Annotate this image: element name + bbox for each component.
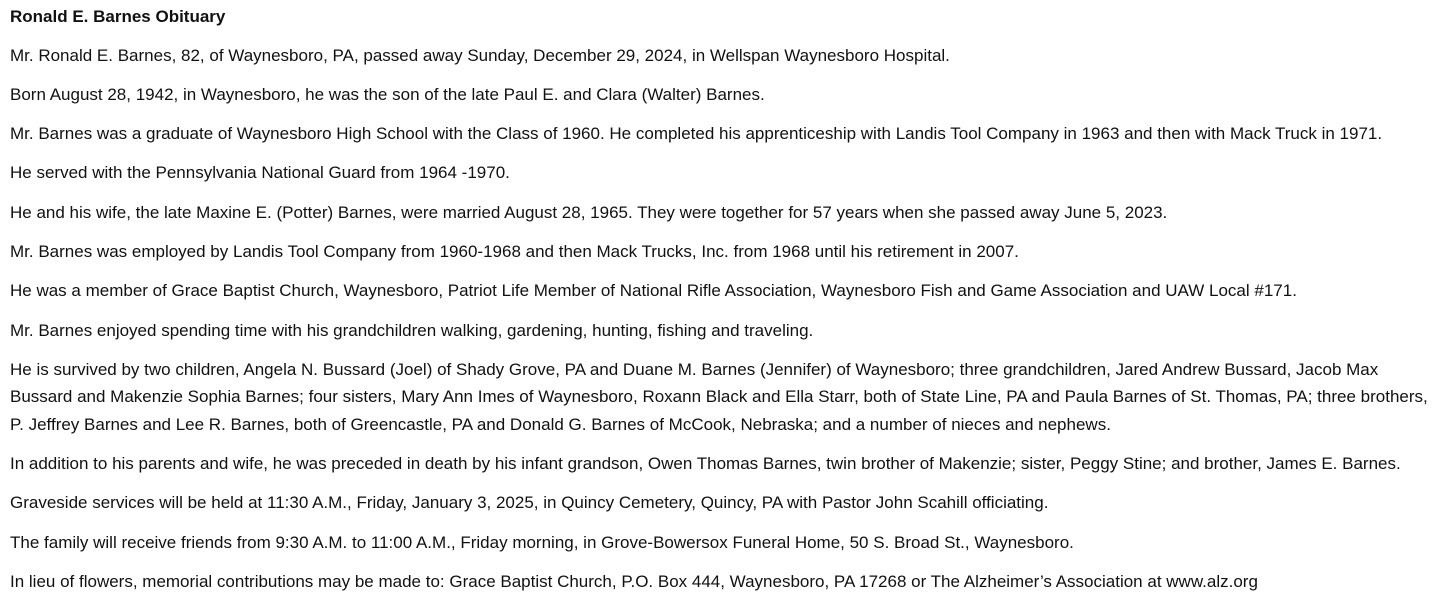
paragraph-education-apprenticeship: Mr. Barnes was a graduate of Waynesboro High School with the Class of 1960. He completed his apprenticeship with Landis Tool Company in 1963 and then with Mack Truck in 1971. — [10, 124, 1383, 144]
paragraph-visitation: The family will receive friends from 9:30 A.M. to 11:00 A.M., Friday morning, in Grove-Bowersox Funeral Home, 50 S. Broad St., Waynesboro. — [10, 532, 1074, 552]
paragraph-military-service: He served with the Pennsylvania National Guard from 1964 -1970. — [10, 163, 510, 183]
paragraph-death-notice: Mr. Ronald E. Barnes, 82, of Waynesboro, PA, passed away Sunday, December 29, 2024, in Wellspan Waynesboro Hospital. — [10, 45, 950, 65]
paragraph-preceded-in-death: In addition to his parents and wife, he was preceded in death by his infant grandson, Owen Thomas Barnes, twin brother of Makenzie; sister, Peggy Stine; and brother, James E. Barnes. — [10, 454, 1401, 474]
paragraph-survivors: He is survived by two children, Angela N. Bussard (Joel) of Shady Grove, PA and Duane M. Barnes (Jennifer) of Waynesboro; three grandchildren, Jared Andrew Bussard, Jacob Max Bussard and Makenzie Sophia Barnes; four sisters, Mary Ann Imes of Waynesboro, Roxann Black and Ella Starr, both of State Line, PA and Paula Barnes of St. Thomas, PA; three brothers, P. Jeffrey Barnes and Lee R. Barnes, both of Greencastle, PA and Donald G. Barnes of McCook, Nebraska; and a number of nieces and nephews. — [10, 359, 1428, 434]
paragraph-memberships: He was a member of Grace Baptist Church, Waynesboro, Patriot Life Member of National Rifle Association, Waynesboro Fish and Game Association and UAW Local #171. — [10, 281, 1297, 301]
paragraph-memorial-contributions: In lieu of flowers, memorial contributions may be made to: Grace Baptist Church, P.O. Box 444, Waynesboro, PA 17268 or The Alzheimer’s Association at www.alz.org — [10, 572, 1258, 592]
obituary-title: Ronald E. Barnes Obituary — [10, 7, 226, 26]
paragraph-birth: Born August 28, 1942, in Waynesboro, he was the son of the late Paul E. and Clara (Walter) Barnes. — [10, 84, 765, 104]
paragraph-employment: Mr. Barnes was employed by Landis Tool Company from 1960-1968 and then Mack Trucks, Inc. from 1968 until his retirement in 2007. — [10, 241, 1019, 261]
paragraph-graveside-services: Graveside services will be held at 11:30 A.M., Friday, January 3, 2025, in Quincy Cemetery, Quincy, PA with Pastor John Scahill officiating. — [10, 493, 1049, 513]
paragraph-hobbies: Mr. Barnes enjoyed spending time with his grandchildren walking, gardening, hunting, fishing and traveling. — [10, 320, 814, 340]
paragraph-marriage: He and his wife, the late Maxine E. (Potter) Barnes, were married August 28, 1965. They were together for 57 years when she passed away June 5, 2023. — [10, 202, 1168, 222]
